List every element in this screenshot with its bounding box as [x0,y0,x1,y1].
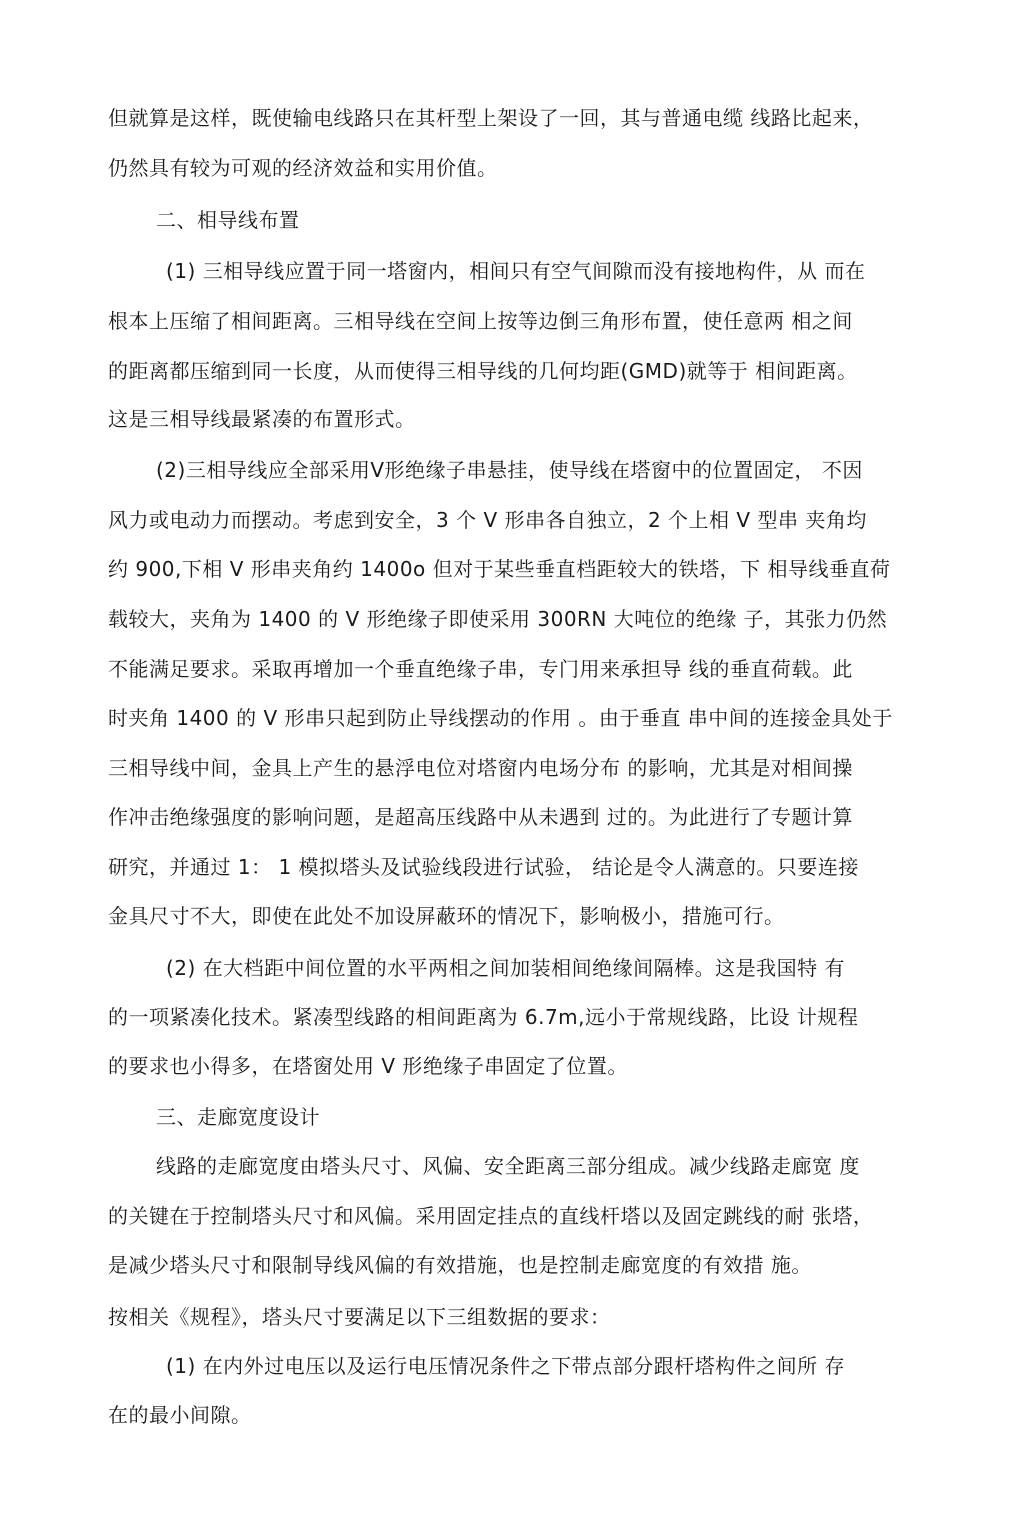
text-line: 金具尺寸不大，即使在此处不加设屏蔽环的情况下，影响极小，措施可行。 [108,904,785,928]
text-line: 的距离都压缩到同一长度，从而使得三相导线的几何均距(GMD)就等于 相间距离。 [108,359,858,383]
text-line: 根本上压缩了相间距离。三相导线在空间上按等边倒三角形布置，使任意两 相之间 [108,309,853,333]
section-heading: 二、相导线布置 [156,208,300,232]
text-line: 在的最小间隙。 [108,1403,252,1427]
text-line: 作冲击绝缘强度的影响问题，是超高压线路中从未遇到 过的。为此进行了专题计算 [108,805,853,829]
text-line: 的一项紧凑化技术。紧凑型线路的相间距离为 6.7m,远小于常规线路，比设 计规程 [108,1005,859,1029]
text-line: 不能满足要求。采取再增加一个垂直绝缘子串，专门用来承担导 线的垂直荷载。此 [108,657,853,681]
text-line: 但就算是这样，既使输电线路只在其杆型上架设了一回，其与普通电缆 线路比起来， [108,106,874,130]
text-line: 研究，并通过 1： 1 模拟塔头及试验线段进行试验， 结论是令人满意的。只要连接 [108,855,859,879]
text-line: 的关键在于控制塔头尺寸和风偏。采用固定挂点的直线杆塔以及固定跳线的耐 张塔， [108,1204,874,1228]
text-line: (1) 三相导线应置于同一塔窗内，相间只有空气间隙而没有接地构件，从 而在 [166,259,866,283]
text-line: 是减少塔头尺寸和限制导线风偏的有效措施，也是控制走廊宽度的有效措 施。 [108,1253,812,1277]
text-line: (2)三相导线应全部采用V形绝缘子串悬挂，使导线在塔窗中的位置固定， 不因 [156,458,863,482]
text-line: 风力或电动力而摆动。考虑到安全，3 个 V 形串各自独立，2 个上相 V 型串 夹角均 [108,508,867,532]
text-line: 的要求也小得多，在塔窗处用 V 形绝缘子串固定了位置。 [108,1054,628,1078]
text-line: 载较大，夹角为 1400 的 V 形绝缘子即使采用 300RN 大吨位的绝缘 子，其张力仍然 [108,607,888,631]
text-line: 仍然具有较为可观的经济效益和实用价值。 [108,156,498,180]
text-line: 线路的走廊宽度由塔头尺寸、风偏、安全距离三部分组成。减少线路走廊宽 度 [156,1154,860,1178]
text-line: 时夹角 1400 的 V 形串只起到防止导线摆动的作用 。由于垂直 串中间的连接金具处于 [108,706,893,730]
text-line: (1) 在内外过电压以及运行电压情况条件之下带点部分跟杆塔构件之间所 存 [166,1354,846,1378]
text-line: 约 900,下相 V 形串夹角约 1400o 但对于某些垂直档距较大的铁塔，下 相导线垂直荷 [108,557,891,581]
section-heading: 三、走廊宽度设计 [156,1105,320,1129]
text-line: (2) 在大档距中间位置的水平两相之间加装相间绝缘间隔棒。这是我国特 有 [166,956,846,980]
text-line: 三相导线中间，金具上产生的悬浮电位对塔窗内电场分布 的影响，尤其是对相间操 [108,756,853,780]
text-line: 这是三相导线最紧凑的布置形式。 [108,407,416,431]
text-line: 按相关《规程》，塔头尺寸要满足以下三组数据的要求： [108,1305,611,1329]
